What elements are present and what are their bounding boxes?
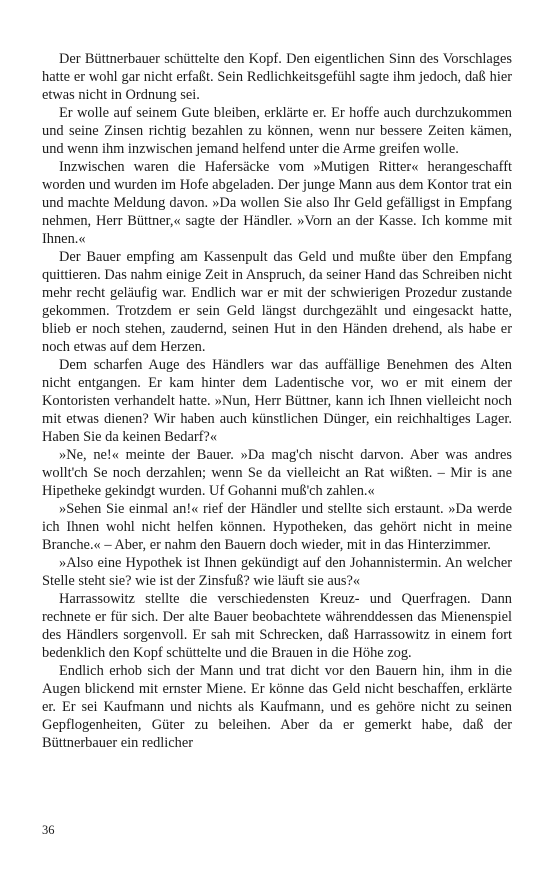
paragraph: Inzwischen waren die Hafersäcke vom »Mutigen Ritter« herangeschafft worden und wurden im Hofe abgeladen. Der junge Mann aus dem Kontor trat ein und machte Meldung davon. »Da wollen Sie also Ihr Geld gefälligst in Empfang nehmen, Herr Büttner,« sagte der Händler. »Vorn an der Kasse. Ich komme mit Ihnen.« bbox=[42, 159, 512, 247]
paragraph: »Ne, ne!« meinte der Bauer. »Da mag'ch nischt darvon. Aber was andres wollt'ch Se noch derzahlen; wenn Se da vielleicht an Rat wißten. – Mir is ane Hipetheke gekindgt wurden. Uf Gohanni muß'ch zahlen.« bbox=[42, 447, 512, 499]
paragraph: Der Bauer empfing am Kassenpult das Geld und mußte über den Empfang quittieren. Das nahm einige Zeit in Anspruch, da seiner Hand das Schreiben nicht mehr recht geläufig war. Endlich war er mit der schwierigen Prozedur zustande gekommen. Trotzdem er sein Geld längst durchgezählt und eingesackt hatte, blieb er noch stehen, zaudernd, seinen Hut in den Händen drehend, als habe er noch etwas auf dem Herzen. bbox=[42, 249, 512, 355]
paragraph: Der Büttnerbauer schüttelte den Kopf. Den eigentlichen Sinn des Vorschlages hatte er wohl gar nicht erfaßt. Sein Redlichkeitsgefühl sagte ihm jedoch, daß hier etwas nicht in Ordnung sei. bbox=[42, 51, 512, 103]
paragraph: Endlich erhob sich der Mann und trat dicht vor den Bauern hin, ihm in die Augen blickend mit ernster Miene. Er könne das Geld nicht beschaffen, erklärte er. Er sei Kaufmann und nichts als Kaufmann, und es gehöre nicht zu seinen Gepflogenheiten, Güter zu beleihen. Aber da er gemerkt habe, daß der Büttnerbauer ein redlicher bbox=[42, 663, 512, 751]
paragraph: Dem scharfen Auge des Händlers war das auffällige Benehmen des Alten nicht entgangen. Er kam hinter dem Ladentische vor, wo er mit einem der Kontoristen verhandelt hatte. »Nun, Herr Büttner, kann ich Ihnen vielleicht noch mit etwas dienen? Wir haben auch künstlichen Dünger, ein reichhaltiges Lager. Haben Sie da keinen Bedarf?« bbox=[42, 357, 512, 445]
paragraph: »Sehen Sie einmal an!« rief der Händler und stellte sich erstaunt. »Da werde ich Ihnen wohl nicht helfen können. Hypotheken, das gehört nicht in meine Branche.« – Aber, er nahm den Bauern doch wieder, mit in das Hinterzimmer. bbox=[42, 501, 512, 553]
paragraph: Harrassowitz stellte die verschiedensten Kreuz- und Querfragen. Dann rechnete er für sich. Der alte Bauer beobachtete währenddessen das Mienenspiel des Händlers sorgenvoll. Er sah mit Schrecken, daß Harrassowitz in einem fort bedenklich den Kopf schüttelte und die Brauen in die Höhe zog. bbox=[42, 591, 512, 661]
paragraph: »Also eine Hypothek ist Ihnen gekündigt auf den Johannistermin. An welcher Stelle steht sie? wie ist der Zinsfuß? wie läuft sie aus?« bbox=[42, 555, 512, 589]
body-text bbox=[42, 50, 512, 752]
paragraph: Er wolle auf seinem Gute bleiben, erklärte er. Er hoffe auch durchzukommen und seine Zinsen richtig bezahlen zu können, wenn nur bessere Zeiten kämen, und wenn ihm inzwischen jemand helfend unter die Arme greifen wolle. bbox=[42, 105, 512, 157]
page-number: 36 bbox=[42, 823, 55, 837]
